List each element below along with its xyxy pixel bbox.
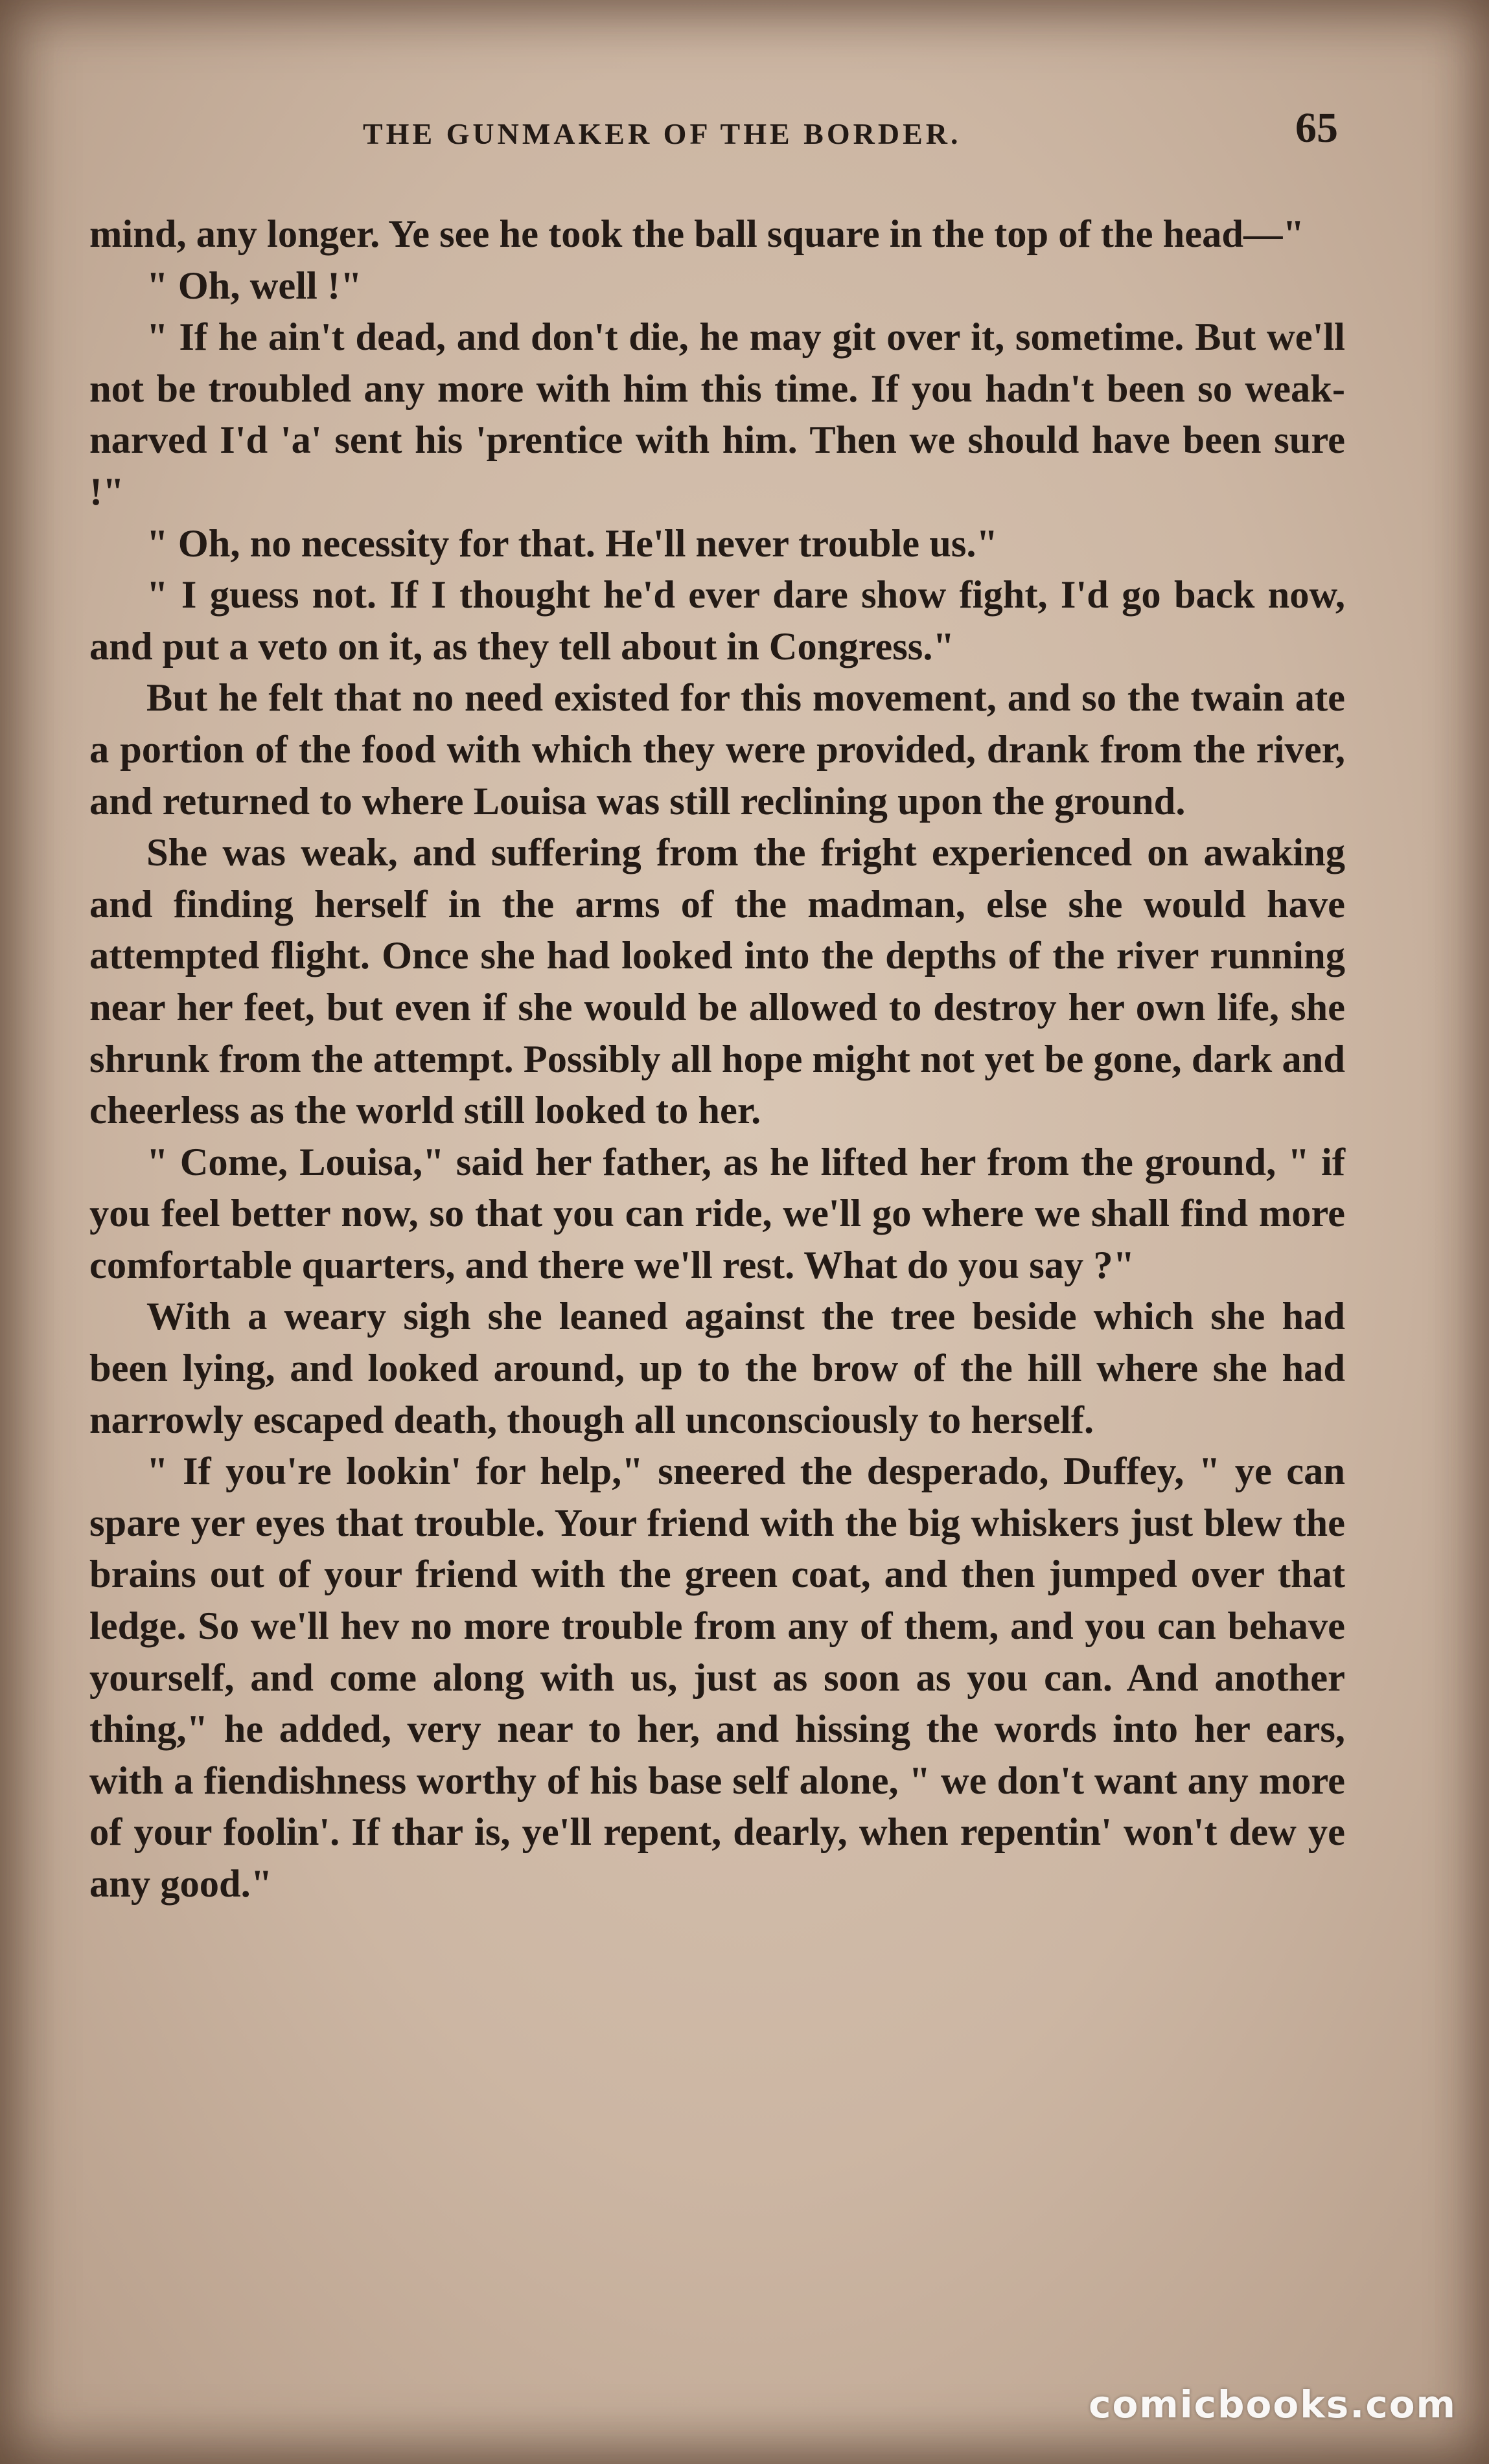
body-text xyxy=(89,209,1345,1910)
paragraph: mind, any longer. Ye see he took the ball square in the top of the head—" xyxy=(89,212,1305,256)
paragraph: She was weak, and suffering from the fright experienced on awaking and finding herself in the arms of the madman, else she would have attempted flight. Once she had looked into the depths of the river running near her feet, but even if she would be allowed to destroy her own life, she shrunk from the attempt. Possibly all hope might not yet be gone, dark and cheerless as the world still looked to her. xyxy=(89,831,1345,1133)
paragraph: " Oh, no necessity for that. He'll never trouble us." xyxy=(146,521,998,565)
page-number: 65 xyxy=(1295,104,1338,152)
paragraph: " Come, Louisa," said her father, as he lifted her from the ground, " if you feel better now, so that you can ride, we'll go where we shall find more comfortable quarters, and there we'll rest. What do you say ?" xyxy=(89,1140,1345,1287)
paragraph: " If he ain't dead, and don't die, he may git over it, sometime. But we'll not be troubled any more with him this time. If you hadn't been so weak-narved I'd 'a' sent his 'prentice with him. Then we should have been sure !" xyxy=(89,315,1345,514)
paragraph: But he felt that no need existed for this movement, and so the twain ate a portion of the food with which they were provided, drank from the river, and returned to where Louisa was still reclining upon the ground. xyxy=(89,676,1345,823)
paragraph: " If you're lookin' for help," sneered the desperado, Duffey, " ye can spare yer eyes that trouble. Your friend with the big whiskers just blew the brains out of your friend with the green coat, and then jumped over that ledge. So we'll hev no more trouble from any of them, and you can behave yourself, and come along with us, just as soon as you can. And another thing," he added, very near to her, and hissing the words into her ears, with a fiendishness worthy of his base self alone, " we don't want any more of your foolin'. If thar is, ye'll repent, dearly, when repentin' won't dew ye any good." xyxy=(89,1450,1345,1906)
paragraph: " I guess not. If I thought he'd ever dare show fight, I'd go back now, and put a veto on it, as they tell about in Congress." xyxy=(89,573,1345,668)
running-head: THE GUNMAKER OF THE BORDER. xyxy=(363,117,962,150)
watermark: comicbooks.com xyxy=(1089,2382,1457,2426)
page-header xyxy=(91,104,1338,162)
paragraph: " Oh, well !" xyxy=(146,264,362,308)
paragraph: With a weary sigh she leaned against the tree beside which she had been lying, and looked around, up to the brow of the hill where she had narrowly escaped death, though all unconsciously to herself. xyxy=(89,1295,1345,1442)
